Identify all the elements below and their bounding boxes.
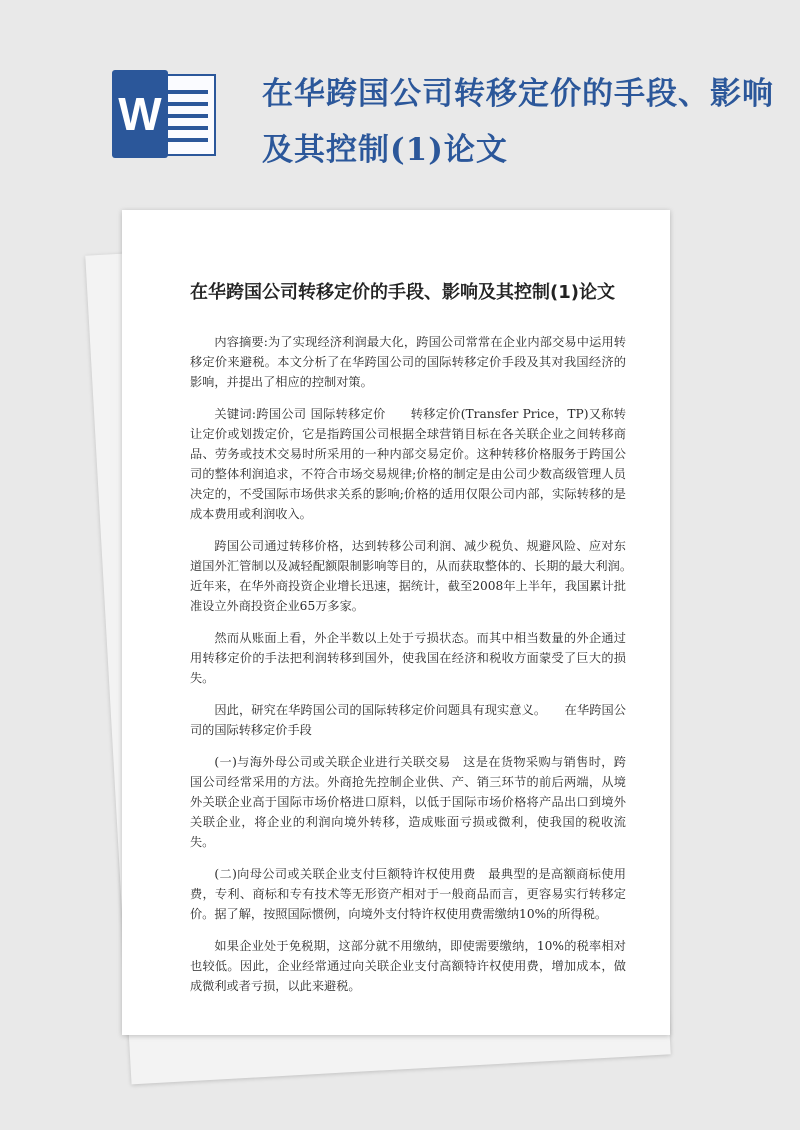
document-page [122,210,670,1035]
document-title: 在华跨国公司转移定价的手段、影响及其控制(1)论文 [190,282,615,303]
paragraph: (一)与海外母公司或关联企业进行关联交易 这是在货物采购与销售时，跨国公司经常采用的方法。外商抢先控制企业供、产、销三环节的前后两端，从境外关联企业高于国际市场价格进口原料，以低于国际市场价格将产品出口到境外关联企业，将企业的利润向境外转移，造成账面亏损或微利，使我国的税收流失。 [190,755,626,849]
paragraph: (二)向母公司或关联企业支付巨额特许权使用费 最典型的是高额商标使用费，专利、商标和专有技术等无形资产相对于一般商品而言，更容易实行转移定价。据了解，按照国际惯例，向境外支付特许权使用费需缴纳10%的所得税。 [190,867,626,921]
paragraph-keywords: 关键词:跨国公司 国际转移定价 转移定价(Transfer Price，TP)又称转让定价或划拨定价，它是指跨国公司根据全球营销目标在各关联企业之间转移商品、劳务或技术交易时所采用的一种内部交易定价。这种转移价格服务于跨国公司的整体利润追求，不符合市场交易规律;价格的制定是由公司少数高级管理人员决定的，不受国际市场供求关系的影响;价格的适用仅限公司内部，实际转移的是成本费用或利润收入。 [190,407,626,521]
page-header [0,0,800,210]
paragraph-abstract: 内容摘要:为了实现经济利润最大化，跨国公司常常在企业内部交易中运用转移定价来避税。本文分析了在华跨国公司的国际转移定价手段及其对我国经济的影响，并提出了相应的控制对策。 [190,335,626,389]
paragraph: 跨国公司通过转移价格，达到转移公司利润、减少税负、规避风险、应对东道国外汇管制以及减轻配额限制影响等目的，从而获取整体的、长期的最大利润。 近年来，在华外商投资企业增长迅速，据统计，截至2008年上半年，我国累计批准设立外商投资企业65万多家。 [190,539,639,613]
paragraph: 如果企业处于免税期，这部分就不用缴纳，即使需要缴纳，10%的税率相对也较低。因此，企业经常通过向关联企业支付高额特许权使用费，增加成本，做成微利或者亏损，以此来避税。 [190,939,626,993]
paragraph: 然而从账面上看，外企半数以上处于亏损状态。而其中相当数量的外企通过用转移定价的手法把利润转移到国外，使我国在经济和税收方面蒙受了巨大的损失。 [190,631,626,685]
header-title: 在华跨国公司转移定价的手段、影响及其控制(1)论文 [262,76,774,168]
paragraph: 因此，研究在华跨国公司的国际转移定价问题具有现实意义。 在华跨国公司的国际转移定价手段 [190,703,626,737]
word-doc-icon [108,68,218,160]
word-logo-letter: W [112,70,168,158]
